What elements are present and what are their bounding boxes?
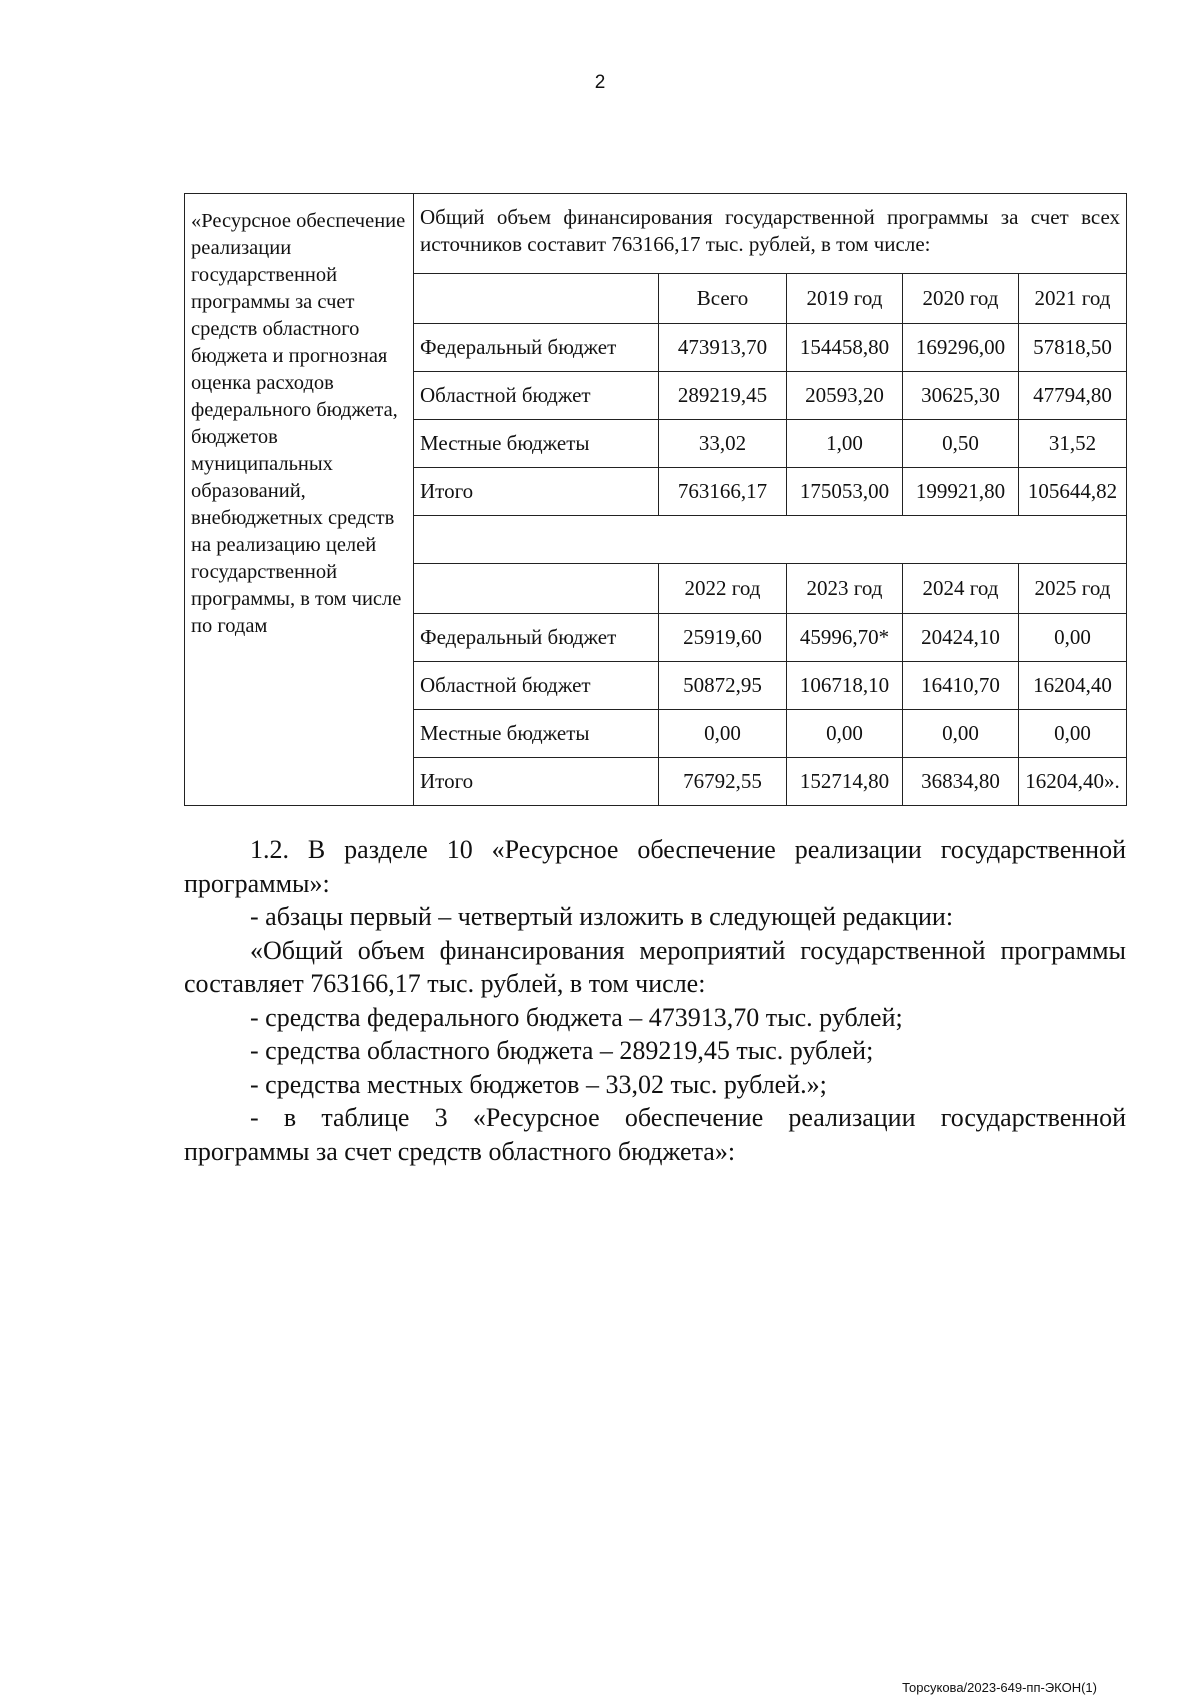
paragraph-abzacy: - абзацы первый – четвертый изложить в следующей редакции: (250, 902, 954, 931)
paragraph-federal: - средства федерального бюджета – 473913,70 тыс. рублей; (250, 1002, 903, 1032)
table-header-cell: 2019 год (787, 274, 903, 324)
table-left-label: «Ресурсное обеспечение реализации государственной программы за счет средств областного бюджета и прогнозная оценка расходов федерального бюджета, бюджетов муниципальных образований, внебюджетных средств на реализацию целей государственной программы, в том числе по годам (185, 194, 414, 806)
table-cell: 16204,40 (1019, 662, 1127, 710)
table-cell: 0,00 (903, 710, 1019, 758)
table-header-cell (414, 564, 659, 614)
table-cell: 0,00 (1019, 710, 1127, 758)
table-cell: 0,00 (1019, 614, 1127, 662)
table-cell: 1,00 (787, 420, 903, 468)
table-header-cell: 2021 год (1019, 274, 1127, 324)
table-header-cell (414, 274, 659, 324)
table-cell: 169296,00 (903, 324, 1019, 372)
table-cell: Местные бюджеты (414, 710, 659, 758)
table-header-cell: 2024 год (903, 564, 1019, 614)
table-cell: Итого (414, 758, 659, 806)
table-cell: 20424,10 (903, 614, 1019, 662)
table-header-cell: 2023 год (787, 564, 903, 614)
table-cell: Федеральный бюджет (414, 614, 659, 662)
table-cell: 36834,80 (903, 758, 1019, 806)
table-cell: Местные бюджеты (414, 420, 659, 468)
table-cell: 0,00 (787, 710, 903, 758)
body-text (184, 833, 1126, 1168)
table-cell: 154458,80 (787, 324, 903, 372)
paragraph-table-3: - в таблице 3 «Ресурсное обеспечение реализации государственной программы за счет средств областного бюджета»: (184, 1103, 1126, 1166)
table-cell: 106718,10 (787, 662, 903, 710)
paragraph-local: - средства местных бюджетов – 33,02 тыс. рублей.»; (250, 1069, 827, 1099)
table-cell: 25919,60 (659, 614, 787, 662)
resource-table (184, 193, 1127, 806)
table-cell: 76792,55 (659, 758, 787, 806)
table-intro-text: Общий объем финансирования государственной программы за счет всех источников составит 763166,17 тыс. рублей, в том числе: (414, 194, 1127, 274)
table-cell: Итого (414, 468, 659, 516)
table-header-cell: 2022 год (659, 564, 787, 614)
table-cell: 175053,00 (787, 468, 903, 516)
table-cell: 763166,17 (659, 468, 787, 516)
table-cell: 47794,80 (1019, 372, 1127, 420)
table-cell: Областной бюджет (414, 372, 659, 420)
table-cell: 33,02 (659, 420, 787, 468)
table-header-cell: 2020 год (903, 274, 1019, 324)
table-cell: 31,52 (1019, 420, 1127, 468)
table-header-cell: Всего (659, 274, 787, 324)
table-cell: 16204,40». (1019, 758, 1127, 806)
table-cell: 50872,95 (659, 662, 787, 710)
table-cell: 105644,82 (1019, 468, 1127, 516)
table-cell: 30625,30 (903, 372, 1019, 420)
table-cell: Областной бюджет (414, 662, 659, 710)
table-cell: Федеральный бюджет (414, 324, 659, 372)
paragraph-total-volume: «Общий объем финансирования мероприятий государственной программы составляет 763166,17 тыс. рублей, в том числе: (184, 935, 1126, 998)
table-header-cell: 2025 год (1019, 564, 1127, 614)
table-cell: 152714,80 (787, 758, 903, 806)
table-cell: 199921,80 (903, 468, 1019, 516)
table-cell: 45996,70* (787, 614, 903, 662)
paragraph-section-10: 1.2. В разделе 10 «Ресурсное обеспечение реализации государственной программы»: (184, 835, 1126, 898)
paragraph-regional: - средства областного бюджета – 289219,45 тыс. рублей; (250, 1036, 874, 1065)
table-cell: 289219,45 (659, 372, 787, 420)
table-cell: 0,00 (659, 710, 787, 758)
table-cell: 57818,50 (1019, 324, 1127, 372)
table-cell: 16410,70 (903, 662, 1019, 710)
table-spacer-cell (414, 516, 1127, 564)
table-cell: 20593,20 (787, 372, 903, 420)
table-cell: 0,50 (903, 420, 1019, 468)
table-cell: 473913,70 (659, 324, 787, 372)
footer-reference: Торсукова/2023-649-пп-ЭКОН(1) (902, 1680, 1097, 1695)
page-number: 2 (594, 72, 606, 93)
